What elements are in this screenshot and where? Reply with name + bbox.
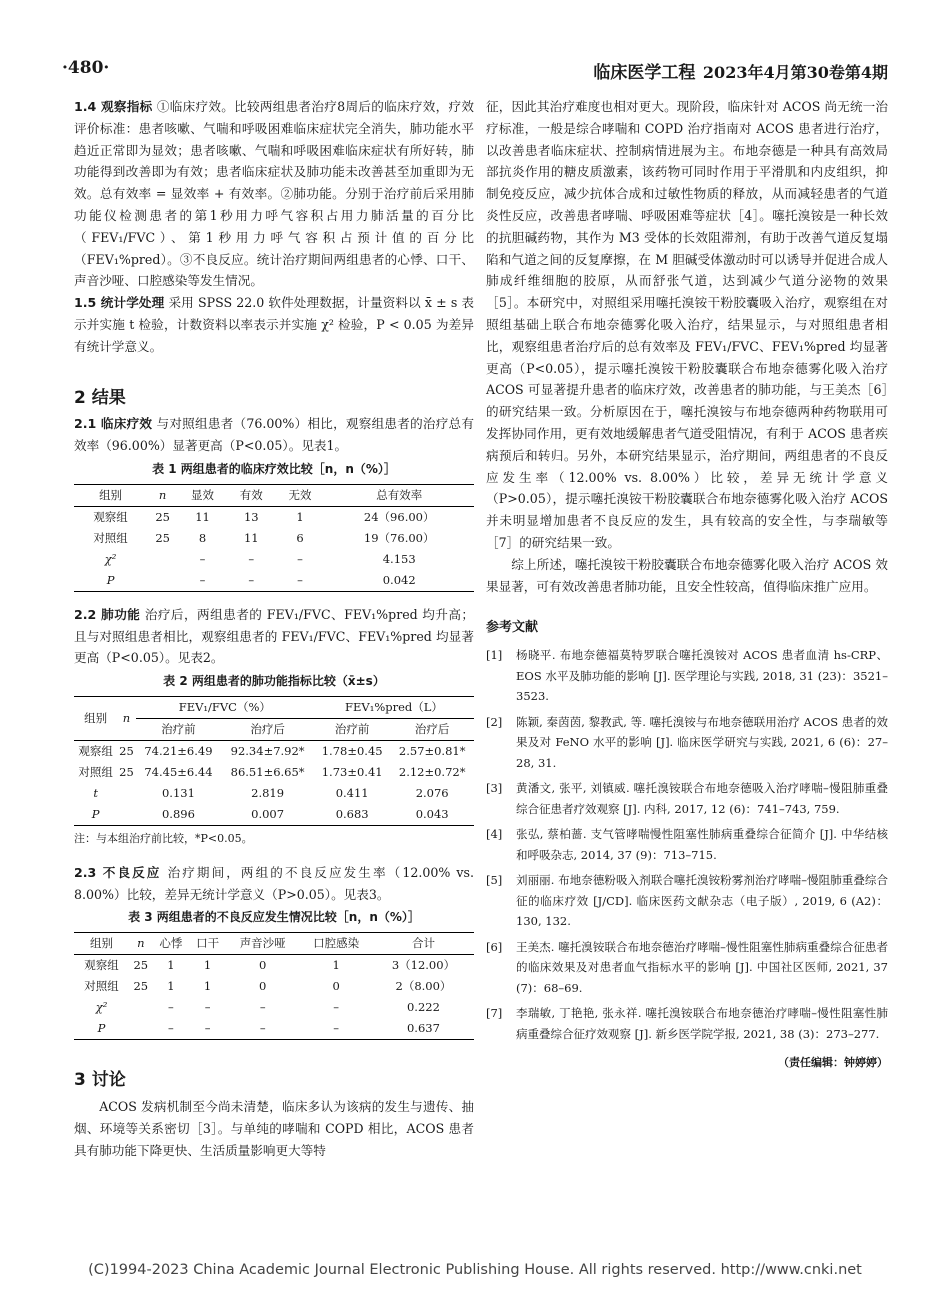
table-header-cell: n [147, 484, 178, 506]
table-header-cell: 组别 [74, 933, 129, 955]
table-header-row [74, 696, 474, 718]
table-cell: 2.12±0.72* [398, 764, 466, 779]
reference-text: 王美杰. 噻托溴铵联合布地奈德治疗哮喘–慢性阻塞性肺病重叠综合征患者的临床效果及对患者血气指标水平的影响 [J]. 中国社区医师, 2021, 37 (7)：68–69. [516, 939, 888, 995]
table-header-cell: 治疗前 [136, 718, 222, 740]
table-cell: 0 [332, 979, 340, 994]
responsible-editor: （责任编辑：钟婷婷） [778, 1056, 888, 1070]
table-cell: 25 [119, 743, 134, 758]
table-cell: 25 [133, 958, 149, 973]
table-cell: – [259, 1021, 266, 1036]
table-cell: 0.007 [251, 806, 285, 821]
table-row [74, 740, 474, 762]
reference-item [486, 778, 888, 819]
section-heading: 1.5 统计学处理 [74, 295, 165, 311]
journal-issue: 2023年4月第30卷第4期 [702, 63, 888, 82]
table-header-cell: 口腔感染 [299, 933, 372, 955]
table-cell: 1 [167, 979, 175, 994]
reference-number: [3] [486, 781, 503, 796]
table-cell: 11 [243, 530, 259, 545]
table-header-cell: n [117, 696, 135, 740]
reference-number: [4] [486, 827, 503, 842]
page-header [62, 58, 888, 88]
reference-item [486, 937, 888, 999]
section-2-3 [74, 862, 474, 906]
reference-text: 杨晓平. 布地奈德福莫特罗联合噻托溴铵对 ACOS 患者血清 hs-CRP、EOS 水平及肺功能的影响 [J]. 医学理论与实践, 2018, 31 (23)：3521–3523. [516, 648, 888, 704]
table-cell: 对照组 [78, 764, 113, 779]
table-cell: 74.45±6.44 [144, 764, 213, 779]
table-cell: 19（76.00） [363, 530, 435, 545]
table-cell: – [199, 551, 206, 566]
table-row [74, 549, 474, 570]
table-cell: 25 [133, 979, 149, 994]
table-cell: 0.896 [161, 806, 195, 821]
section-heading: 2.3 不良反应 [74, 864, 162, 880]
table-cell: 92.34±7.92* [230, 743, 305, 758]
table-cell: – [333, 1000, 340, 1015]
table-cell: – [167, 1000, 174, 1015]
table-header-cell: 有效 [227, 484, 276, 506]
table-cell: t [93, 785, 98, 800]
table-cell [129, 1018, 152, 1040]
table-row [74, 997, 474, 1018]
section-body: 采用 SPSS 22.0 软件处理数据，计量资料以 x̄ ± s 表示并实施 t 检验，计数资料以率表示并实施 χ² 检验，P < 0.05 为差异有统计学意义。 [74, 295, 474, 354]
reference-text: 陈颖, 秦茵茵, 黎教武, 等. 噻托溴铵与布地奈德联用治疗 ACOS 患者的效果及对 FeNO 水平的影响 [J]. 临床医学研究与实践, 2021, 6 (6)：27–28, 31. [516, 714, 888, 770]
reference-text: 刘丽丽. 布地奈德粉吸入剂联合噻托溴铵粉雾剂治疗哮喘–慢阻肺重叠综合征的临床疗效 [J/CD]. 临床医药文献杂志（电子版）, 2019, 6 (A2)：130, 132. [516, 873, 888, 929]
reference-list [486, 645, 888, 1044]
section-heading: 2.1 临床疗效 [74, 416, 153, 432]
table-cell: 2.076 [415, 785, 449, 800]
section-2-2 [74, 604, 474, 669]
table-row [74, 976, 474, 997]
table-row [74, 506, 474, 528]
journal-title [593, 58, 888, 83]
table-cell: 4.153 [382, 551, 416, 566]
table-header-cell: 口干 [189, 933, 226, 955]
table-cell: – [248, 551, 255, 566]
section-1-4 [74, 96, 474, 292]
table-cell: 2（8.00） [395, 979, 452, 994]
conclusion-paragraph: 综上所述，噻托溴铵干粉胶囊联合布地奈德雾化吸入治疗 ACOS 效果显著，可有效改善患者肺功能，且安全性较高，值得临床推广应用。 [486, 556, 888, 594]
table-cell: 0.411 [335, 785, 369, 800]
table-header-row [74, 933, 474, 955]
table-cell: 1 [296, 509, 304, 524]
table-header-cell: 声音沙哑 [226, 933, 299, 955]
table-cell: – [204, 1000, 211, 1015]
table-cell: – [297, 551, 303, 566]
discussion-paragraph-continued: 征，因此其治疗难度也相对更大。现阶段，临床针对 ACOS 尚无统一治疗标准，一般是综合哮喘和 COPD 治疗指南对 ACOS 患者进行治疗，以改善患者临床症状、控制病情进展为主。布地奈德是一种具有高效局部抗炎作用的糖皮质激素，该药物可同时作用于平滑肌和内皮组织，抑制免疫反应，减少抗体合成和过敏性物质的释放，从而减轻患者的气道炎性反应，改善患者哮喘、呼吸困难等症状［4］。噻托溴铵是一种长效的抗胆碱药物，其作为 M3 受体的长效阻滞剂，有助于改善气道反复塌陷和气道之间的反复摩擦，在 M 胆碱受体激动时可以诱导并促进合成人肺成纤维细胞的胶原，从而舒张气道，达到减少气道分泌物的效果［5］。本研究中，对照组采用噻托溴铵干粉胶囊吸入治疗，观察组在对照组基础上联合布地奈德雾化吸入治疗，结果显示，与对照组患者相比，观察组患者治疗后的总有效率及 FEV₁/FVC、FEV₁%pred 均显著更高（P<0.05），提示噻托溴铵干粉胶囊联合布地奈德雾化吸入治疗 ACOS 可显著提升患者的临床疗效，改善患者的肺功能，与王美杰［6］的研究结果一致。分析原因在于，噻托溴铵与布地奈德两种药物联用可发挥协同作用，更有效地缓解患者气道受阻情况，有利于 ACOS 患者疾病预后和转归。另外，本研究结果显示，治疗期间，两组患者的不良反应发生率（12.00% vs. 8.00%）比较，差异无统计学意义（P>0.05），提示噻托溴铵干粉胶囊联合布地奈德雾化吸入治疗 ACOS 并未明显增加患者不良反应的发生，具有较高的安全性，与李瑞敏等［7］的研究结果一致。 [486, 99, 888, 550]
table-cell [129, 997, 152, 1018]
table-cell: P [91, 806, 100, 821]
table-row [74, 570, 474, 592]
reference-item [486, 870, 888, 932]
reference-item [486, 1003, 888, 1044]
table-cell: – [199, 572, 206, 587]
table-cell: 0.637 [406, 1021, 440, 1036]
table-header-cell: FEV₁%pred（L） [314, 696, 474, 718]
table-cell: 0.043 [415, 806, 449, 821]
section-1-5 [74, 292, 474, 357]
reference-number: [5] [486, 873, 503, 888]
table-cell: – [248, 572, 255, 587]
reference-number: [2] [486, 714, 503, 729]
table-row [74, 804, 474, 826]
table-cell: 1 [203, 958, 212, 973]
discussion-paragraph: ACOS 发病机制至今尚未清楚，临床多认为该病的发生与遗传、抽烟、环境等关系密切［3］。与单纯的哮喘和 COPD 相比，ACOS 患者具有肺功能下降更快、生活质量影响更大等特 [74, 1098, 474, 1158]
table-cell [117, 804, 135, 826]
table2-title: 表 2 两组患者的肺功能指标比较（x̄±s） [163, 674, 385, 689]
section-body: 与对照组患者（76.00%）相比，观察组患者的治疗总有效率（96.00%）显著更高（P<0.05）。见表1。 [74, 416, 474, 454]
section-2-1 [74, 413, 474, 457]
references-heading: 参考文献 [486, 620, 539, 636]
section-body: 治疗后，两组患者的 FEV₁/FVC、FEV₁%pred 均升高；且与对照组患者相比，观察组患者的 FEV₁/FVC、FEV₁%pred 均显著更高（P<0.05）。见表2。 [74, 606, 474, 666]
table-cell: 25 [119, 764, 134, 779]
table-cell [117, 783, 135, 804]
reference-item [486, 645, 888, 707]
journal-name: 临床医学工程 [593, 63, 696, 83]
table-cell: 74.21±6.49 [144, 743, 213, 758]
table-cell: 11 [195, 509, 210, 524]
table2-note: 注：与本组治疗前比较，*P<0.05。 [74, 831, 253, 845]
table-cell: 1 [332, 958, 340, 973]
table-cell: 对照组 [93, 530, 128, 545]
table-header-cell: n [129, 933, 152, 955]
reference-item [486, 712, 888, 774]
table1 [74, 484, 474, 592]
reference-text: 张弘, 蔡柏蔷. 支气管哮喘慢性阻塞性肺病重叠综合征简介 [J]. 中华结核和呼吸杂志, 2014, 37 (9)：713–715. [516, 827, 888, 862]
table-cell: – [333, 1021, 340, 1036]
reference-text: 黄潘文, 张平, 刘镇威. 噻托溴铵联合布地奈德吸入治疗哮喘–慢阻肺重叠综合征患者疗效观察 [J]. 内科, 2017, 12 (6)：741–743, 759. [516, 781, 888, 816]
table-cell: – [297, 572, 303, 587]
table-cell: 0 [259, 958, 267, 973]
table-cell: 0.131 [161, 785, 195, 800]
table2 [74, 696, 474, 826]
table-row [74, 1018, 474, 1040]
table-cell: 观察组 [93, 509, 128, 524]
section-body: ①临床疗效。比较两组患者治疗8周后的临床疗效，疗效评价标准：患者咳嗽、气喘和呼吸困难临床症状完全消失，肺功能水平趋近正常即为显效；患者咳嗽、气喘和呼吸困难临床症状有所好转，肺功能得到改善即为有效；患者临床症状及肺功能未改善甚至加重即为无效。总有效率 = 显效率 + 有效率。②肺功能。分别于治疗前后采用肺功能仪检测患者的第1秒用力呼气容积占用力肺活量的百分比（FEV₁/FVC）、第1秒用力呼气容积占预计值的百分比（FEV₁%pred）。③不良反应。统计治疗期间两组患者的心悸、口干、声音沙哑、口腔感染等发生情况。 [74, 99, 474, 289]
copyright-footer: (C)1994-2023 China Academic Journal Electronic Publishing House. All rights reserved. http://www.cnki.net [88, 1262, 862, 1278]
section-heading: 1.4 观察指标 [74, 99, 153, 114]
table-cell: – [204, 1021, 211, 1036]
table-header-cell: 治疗前 [314, 718, 390, 740]
table1-title: 表 1 两组患者的临床疗效比较［n，n（%）］ [152, 461, 396, 476]
table-cell [147, 570, 178, 592]
table-cell: 2.819 [251, 785, 285, 800]
table-cell: 0.222 [406, 1000, 440, 1015]
results-heading: 2 结果 [74, 387, 126, 408]
table-cell: χ² [104, 551, 117, 566]
reference-number: [1] [486, 648, 503, 663]
table-cell: 86.51±6.65* [230, 764, 305, 779]
page-number: ·480· [62, 58, 110, 78]
table-cell: 观察组 [78, 743, 113, 758]
table-cell: 0 [259, 979, 267, 994]
table-cell: 0.683 [335, 806, 369, 821]
table-cell: 25 [155, 509, 170, 524]
table-cell: χ² [95, 1000, 108, 1015]
table-cell: 24（96.00） [363, 509, 435, 524]
table-cell: 13 [243, 509, 259, 524]
table-cell: 3（12.00） [391, 958, 456, 973]
reference-number: [7] [486, 1006, 503, 1021]
section-heading: 2.2 肺功能 [74, 606, 141, 622]
table-header-cell: 治疗后 [221, 718, 314, 740]
table-header-cell: 组别 [74, 484, 147, 506]
table-header-cell: 心悸 [152, 933, 189, 955]
table-header-cell: 显效 [178, 484, 227, 506]
right-column [486, 96, 888, 1074]
table-header-cell: 无效 [276, 484, 325, 506]
discussion-heading: 3 讨论 [74, 1070, 126, 1091]
table-header-cell: 组别 [74, 696, 117, 740]
table-cell: P [97, 1021, 106, 1036]
table-cell: 观察组 [84, 958, 119, 973]
section-body: 治疗期间，两组的不良反应发生率（12.00% vs. 8.00%）比较，差异无统计学意义（P>0.05）。见表3。 [74, 864, 474, 902]
table-cell: 2.57±0.81* [398, 743, 466, 758]
table-cell: 8 [198, 530, 207, 545]
table-header-cell: FEV₁/FVC（%） [136, 696, 314, 718]
table3 [74, 932, 474, 1040]
table-cell: 1.78±0.45 [321, 743, 383, 758]
left-column [74, 96, 474, 1161]
table-row [74, 955, 474, 977]
table-cell: 1.73±0.41 [321, 764, 383, 779]
table3-title: 表 3 两组患者的不良反应发生情况比较［n，n（%）］ [128, 910, 420, 925]
table-header-cell: 总有效率 [324, 484, 474, 506]
table-cell: – [259, 1000, 266, 1015]
table-cell: P [106, 572, 115, 587]
table-cell: 25 [155, 530, 170, 545]
table-cell: 对照组 [84, 979, 119, 994]
reference-text: 李瑞敏, 丁艳艳, 张永祥. 噻托溴铵联合布地奈德治疗哮喘–慢性阻塞性肺病重叠综合征疗效观察 [J]. 新乡医学院学报, 2021, 38 (3)：273–277. [516, 1006, 888, 1041]
table-header-row [74, 484, 474, 506]
reference-number: [6] [486, 939, 503, 954]
table-header-cell: 治疗后 [390, 718, 474, 740]
table-row [74, 762, 474, 783]
table-cell: 1 [203, 979, 212, 994]
table-cell: – [167, 1021, 174, 1036]
table-cell: 1 [167, 958, 175, 973]
reference-item [486, 824, 888, 865]
table-row [74, 783, 474, 804]
table-cell: 0.042 [382, 572, 416, 587]
table-row [74, 528, 474, 549]
table-cell: 6 [296, 530, 304, 545]
table-cell [147, 549, 178, 570]
table-header-cell: 合计 [373, 933, 474, 955]
